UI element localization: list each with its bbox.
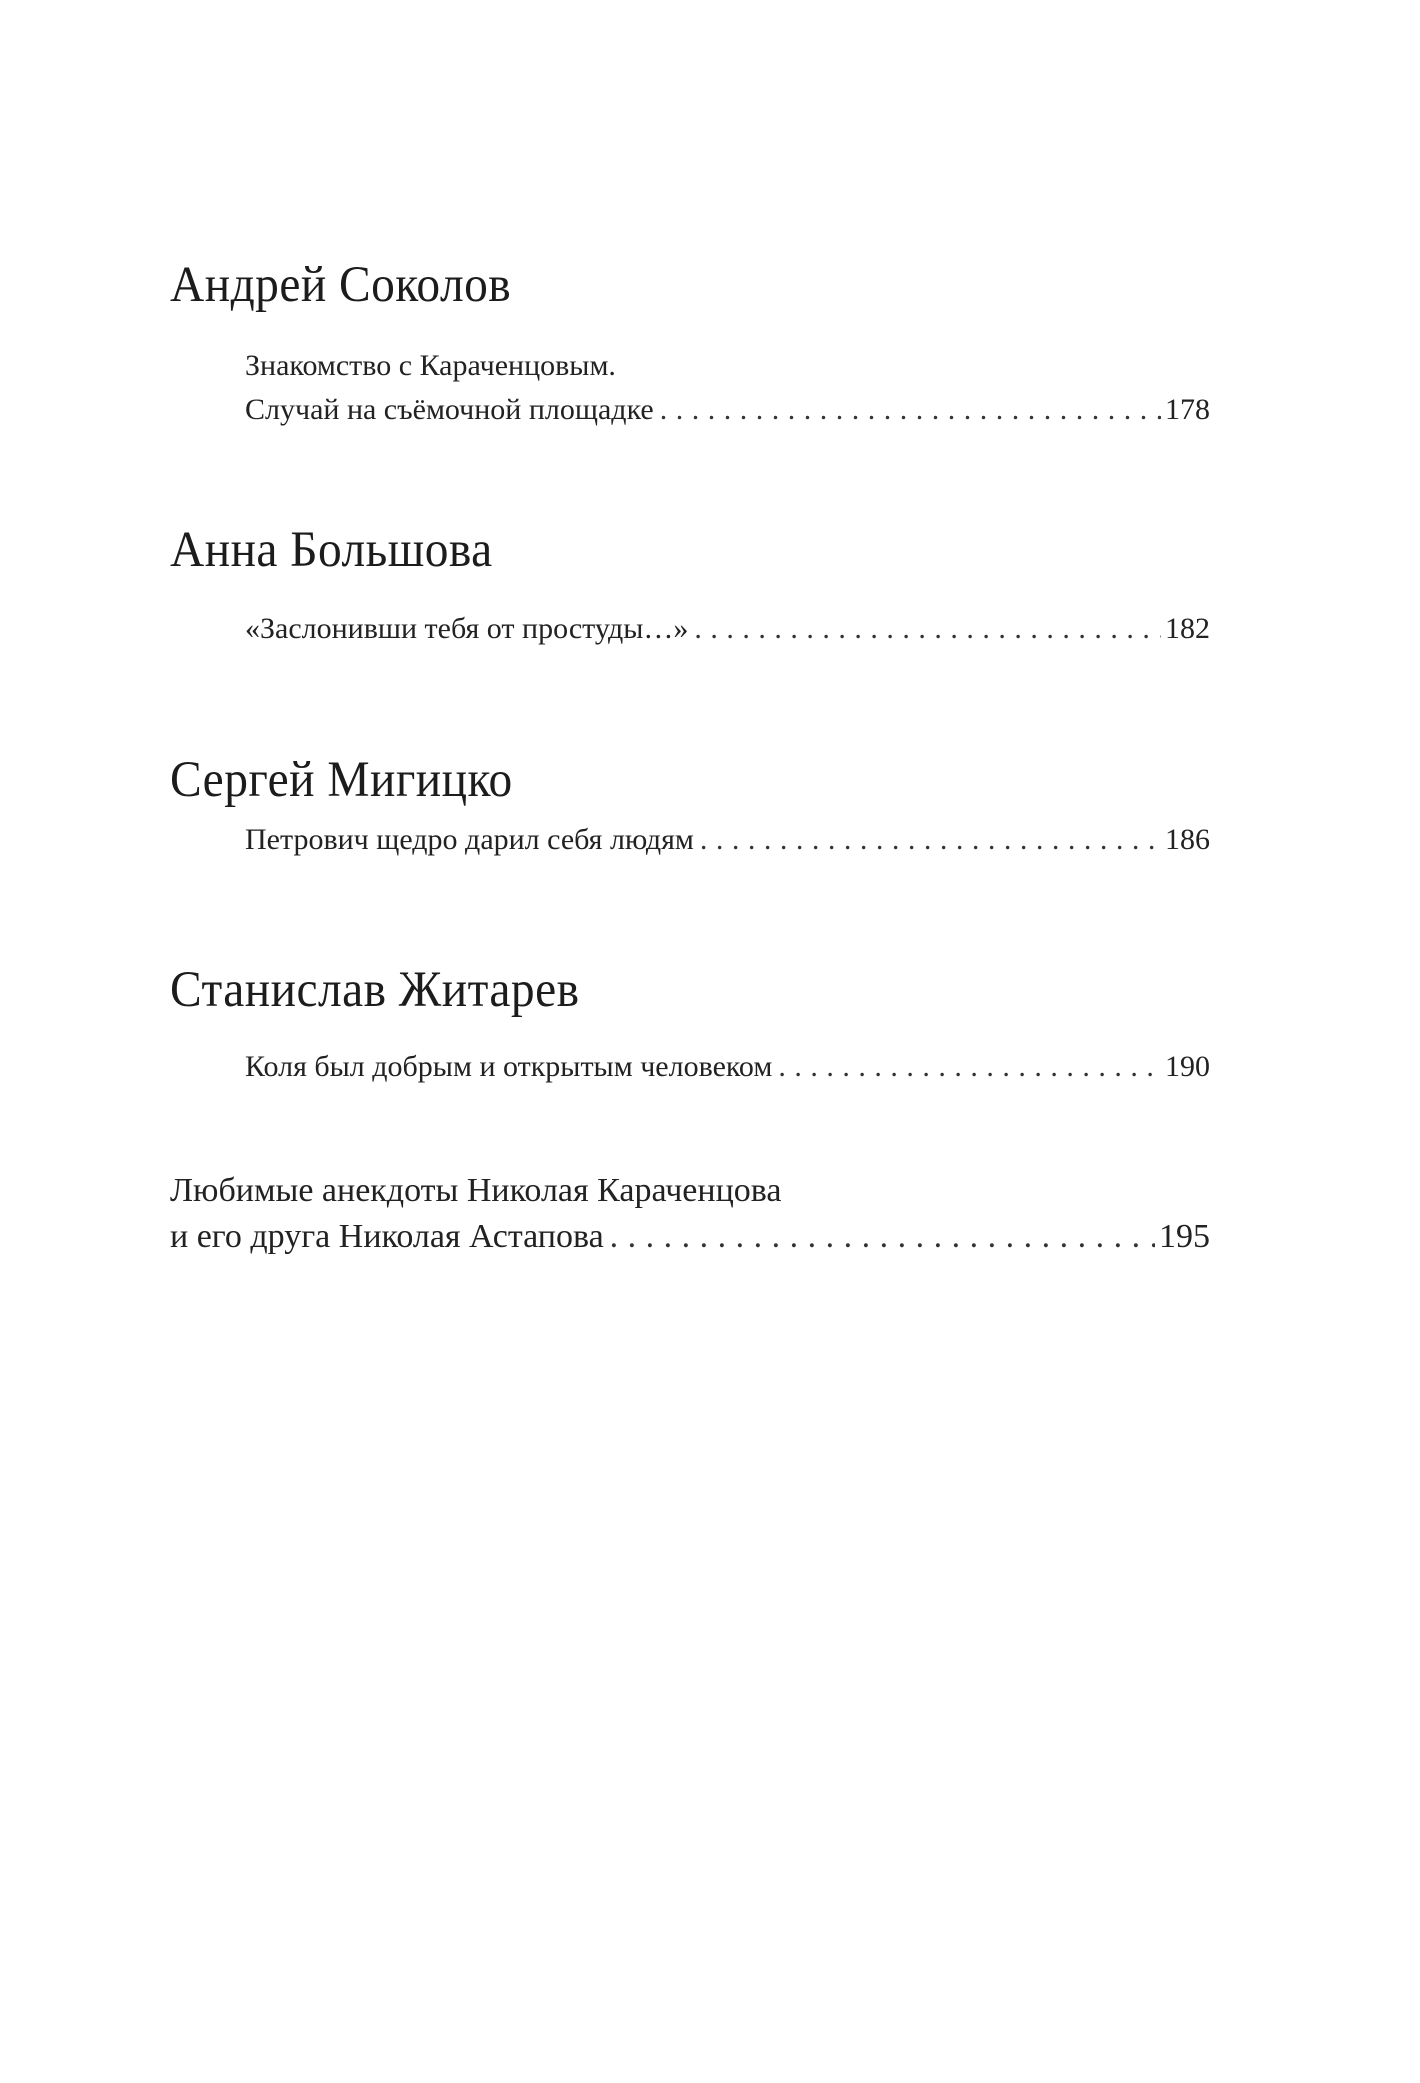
toc-entry[interactable]: [170, 1168, 1210, 1260]
toc-entry[interactable]: [245, 607, 1210, 651]
dot-leader: [700, 818, 1161, 862]
page-number: 186: [1165, 823, 1210, 856]
entry-title-line: и его друга Николая Астапова: [170, 1218, 604, 1255]
toc-entry[interactable]: [245, 344, 1210, 432]
author-heading: Анна Большова: [170, 522, 493, 578]
author-heading: Андрей Соколов: [170, 257, 512, 313]
page-number: 190: [1165, 1050, 1210, 1083]
toc-entry[interactable]: [245, 818, 1210, 862]
entry-title-line: Любимые анекдоты Николая Караченцова: [170, 1172, 782, 1209]
entry-title-line: Случай на съёмочной площадке: [245, 393, 654, 426]
entry-title-line: Петрович щедро дарил себя людям: [245, 823, 694, 856]
page-number: 182: [1165, 612, 1210, 645]
toc-entry[interactable]: [245, 1045, 1210, 1089]
entry-title-line: Знакомство с Караченцовым.: [245, 349, 616, 382]
dot-leader: [660, 388, 1161, 432]
dot-leader: [694, 607, 1161, 651]
author-heading: Станислав Житарев: [170, 962, 580, 1018]
entry-title-line: «Заслонивши тебя от простуды…»: [245, 612, 689, 645]
dot-leader: [610, 1214, 1155, 1260]
author-heading: Сергей Мигицко: [170, 752, 513, 808]
dot-leader: [778, 1045, 1161, 1089]
page-number: 195: [1159, 1218, 1210, 1255]
entry-title-line: Коля был добрым и открытым человеком: [245, 1050, 773, 1083]
page-number: 178: [1165, 393, 1210, 426]
